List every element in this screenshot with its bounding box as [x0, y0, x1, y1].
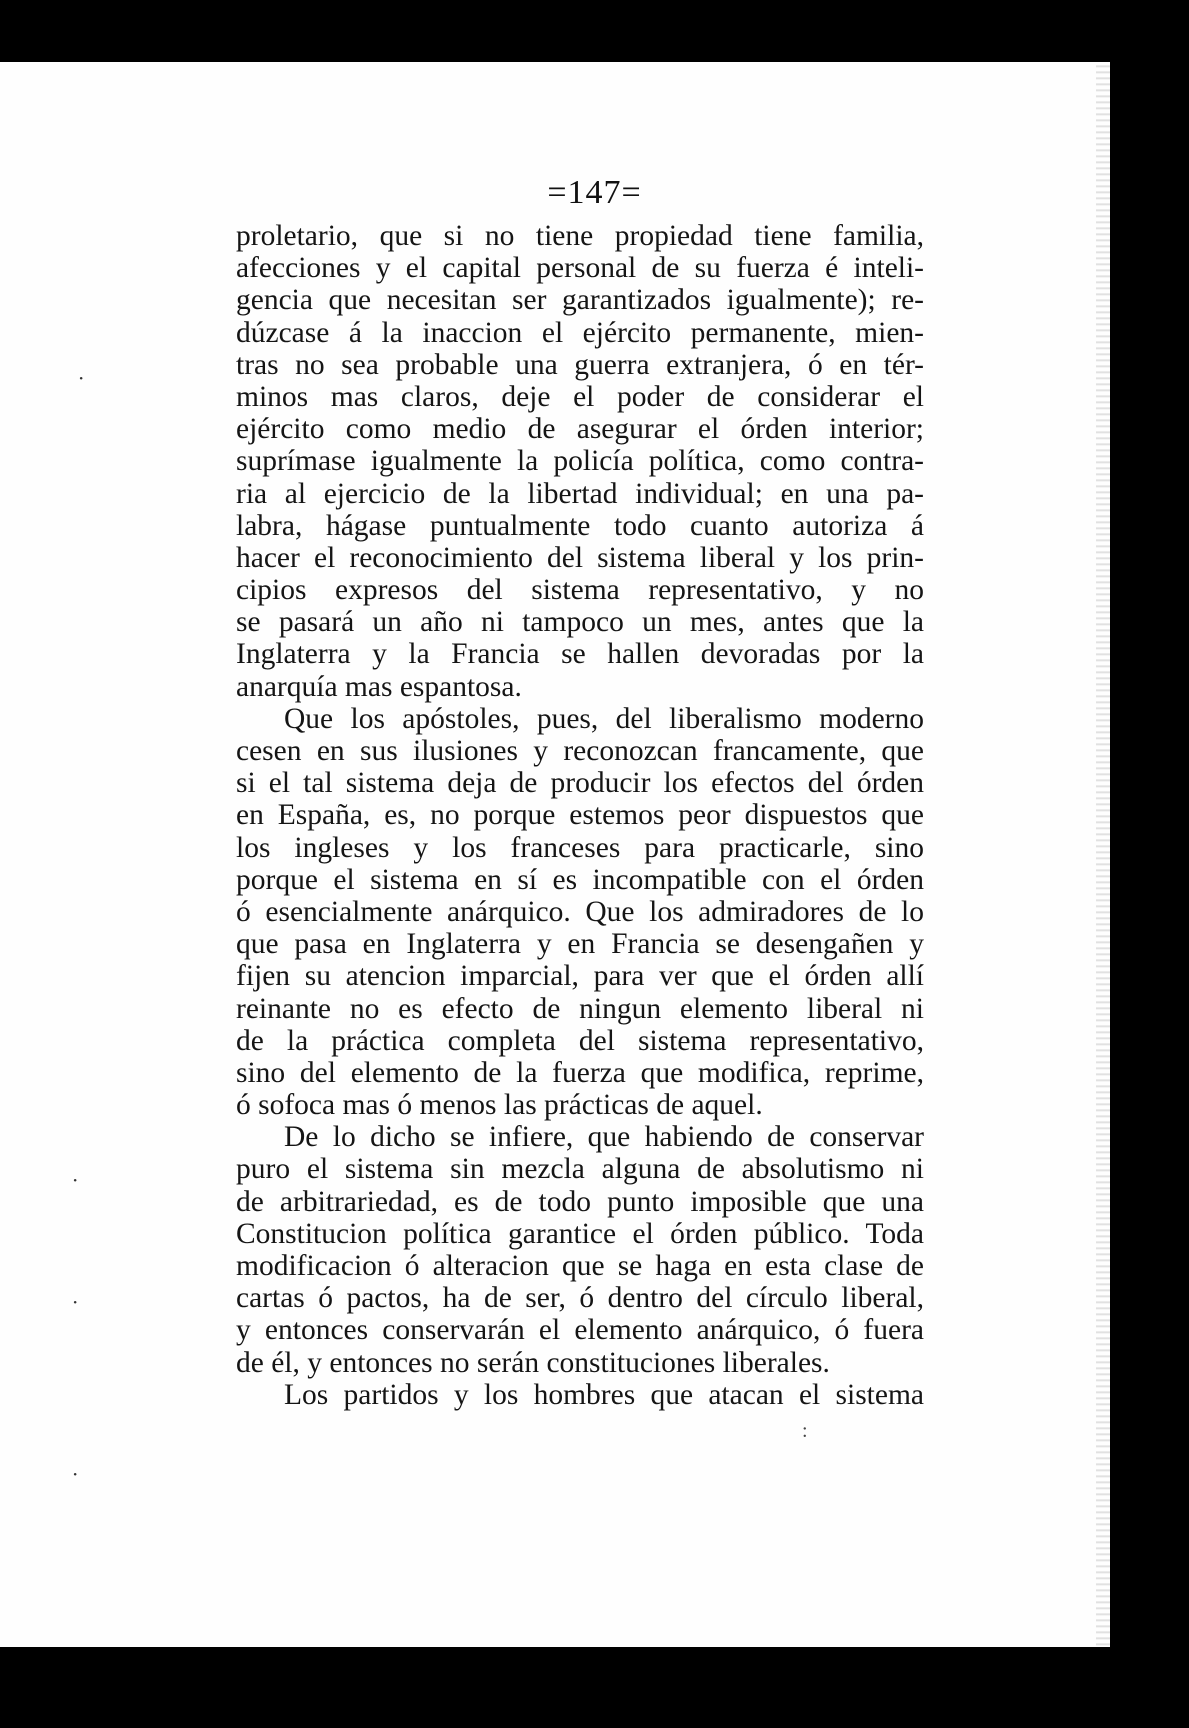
- text-line: que pasa en Inglaterra y en Francia se desengañen y: [236, 928, 924, 961]
- margin-speck: ·: [72, 1462, 79, 1486]
- text-line: modificacion ó alteracion que se haga en esta clase de: [236, 1250, 924, 1282]
- text-line: puro el sistema sin mezcla alguna de absolutismo ni: [236, 1153, 924, 1186]
- text-line: de arbitrariedad, es de todo punto imposible que una: [236, 1185, 924, 1218]
- text-line: proletario, que si no tiene propiedad tiene familia,: [236, 220, 924, 252]
- margin-speck: ·: [78, 366, 85, 390]
- text-line: de él, y entonces no serán constituciones liberales.: [236, 1346, 830, 1379]
- text-line: Que los apóstoles, pues, del liberalismo moderno: [284, 702, 924, 735]
- text-line: tras no sea probable una guerra extranjera, ó en tér-: [236, 348, 924, 381]
- text-line: ó esencialmente anárquico. Que los admiradores de lo: [236, 895, 924, 928]
- text-line: de la práctica completa del sistema representativo,: [236, 1024, 924, 1057]
- margin-speck: ·: [72, 1168, 79, 1192]
- text-line: se pasará un año ni tampoco un mes, antes que la: [236, 606, 924, 639]
- text-line: cipios expresos del sistema representativo, y no: [236, 574, 924, 607]
- text-line: anarquía mas espantosa.: [236, 670, 522, 703]
- text-line: reinante no es efecto de ningun elemento liberal ni: [236, 992, 924, 1025]
- margin-speck: ·: [72, 1290, 79, 1314]
- text-line: Los partidos y los hombres que atacan el sistema: [284, 1378, 924, 1411]
- text-line: cartas ó pactos, ha de ser, ó dentro del círculo liberal,: [236, 1282, 924, 1315]
- text-line: afecciones y el capital personal de su fuerza é inteli-: [236, 252, 924, 285]
- text-line: ria al ejercicio de la libertad individual; en una pa-: [236, 477, 924, 510]
- stray-mark: :: [802, 1420, 808, 1442]
- page-edge: [1096, 62, 1110, 1647]
- text-line: suprímase igualmente la policía política, como contra-: [236, 445, 924, 478]
- text-line: ejército como medio de asegurar el órden interior;: [236, 413, 924, 446]
- text-line: minos mas claros, deje el poder de considerar el: [236, 380, 924, 413]
- page-number: =147=: [547, 174, 642, 211]
- text-line: sino del elemento de la fuerza que modifica, reprime,: [236, 1056, 924, 1089]
- text-line: dúzcase á la inaccion el ejército permanente, mien-: [236, 316, 924, 349]
- text-line: labra, hágase puntualmente todo cuanto autoriza á: [236, 509, 924, 542]
- text-line: si el tal sistema deja de producir los efectos del órden: [236, 767, 924, 800]
- text-line: De lo dicho se infiere, que habiendo de conservar: [284, 1121, 924, 1154]
- text-line: porque el sistema en sí es incompatible con el órden: [236, 863, 924, 896]
- text-line: Inglaterra y la Francia se hallen devoradas por la: [236, 638, 924, 671]
- text-line: hacer el reconocimiento del sistema liberal y los prin-: [236, 541, 924, 574]
- text-line: gencia que necesitan ser garantizados igualmente); re-: [236, 284, 924, 317]
- text-line: ó sofoca mas ó menos las prácticas de aquel.: [236, 1089, 763, 1122]
- text-line: fijen su atencion imparcial, para ver que el órden allí: [236, 960, 924, 993]
- text-line: cesen en sus ilusiones y reconozcan francamente, que: [236, 735, 924, 767]
- text-line: en España, es, no porque estemos peor dispuestos que: [236, 799, 924, 832]
- text-line: Constitucion política garantice el órden público. Toda: [236, 1217, 924, 1250]
- text-line: los ingleses y los franceses para practicarle, sino: [236, 831, 924, 864]
- text-line: y entonces conservarán el elemento anárquico, ó fuera: [236, 1314, 924, 1347]
- body-text: [236, 220, 924, 1411]
